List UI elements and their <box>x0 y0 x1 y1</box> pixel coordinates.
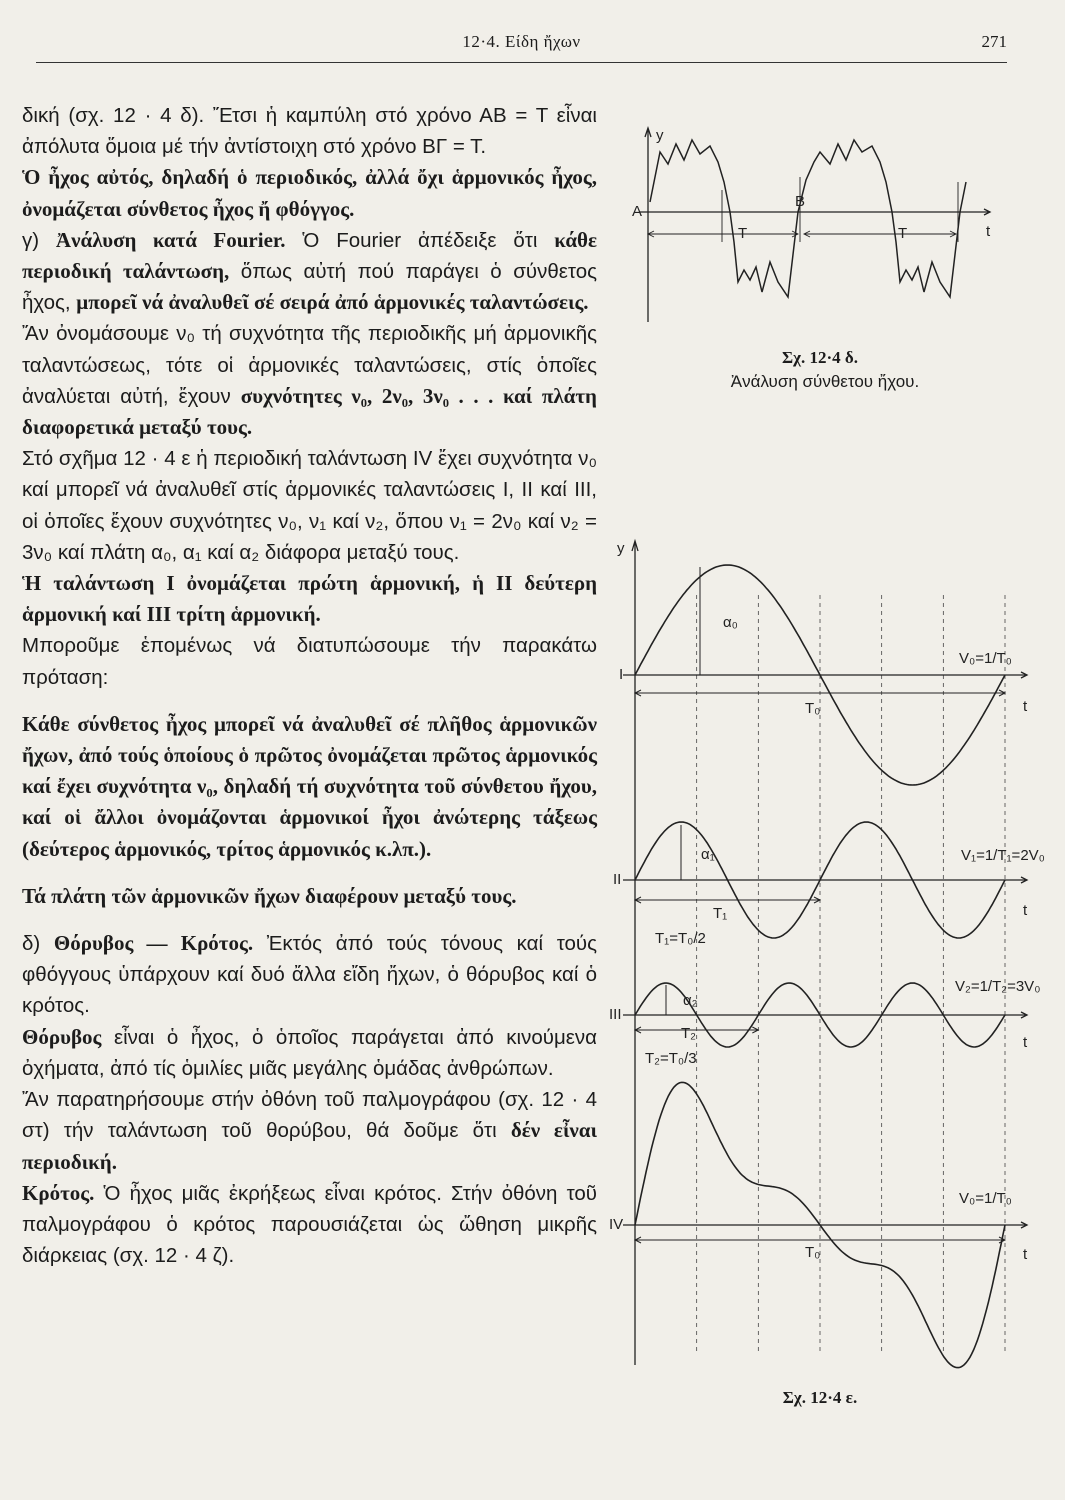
bold-run: μπορεῖ νά ἀναλυθεῖ σέ σειρά ἀπό ἁρμονικές ταλαντώσεις. <box>76 290 589 315</box>
complex-wave <box>650 140 966 297</box>
text-run: Ἄν παρατηρήσουμε στήν ὀθόνη τοῦ παλμογράφου (σχ. 12 · 4 στ) τήν ταλάντωση τοῦ θορύβου, θά δοῦμε ὅτι <box>22 1088 597 1143</box>
bold-run: Τά πλάτη τῶν ἁρμονικῶν ἤχων διαφέρουν μεταξύ τους. <box>22 883 517 908</box>
label-iv: IV <box>609 1216 624 1233</box>
bold-run: Κρότος. <box>22 1180 95 1205</box>
text-run: εἶναι ὁ ἦχος, ὁ ὁποῖος παράγεται ἀπό κινούμενα ὀχήματα, ἀπό τίς ὁμιλίες μιᾶς μεγάλης ὁμάδας ἀνθρώπων. <box>22 1025 597 1080</box>
paragraph <box>22 881 597 912</box>
label-y: y <box>617 540 625 557</box>
label-b: Β <box>795 193 806 210</box>
text-run: Ἄν ὀνομάσουμε ν₀ τή συχνότητα τῆς περιοδικῆς μή ἁρμονικῆς ταλαντώσεως, τότε οἱ ἁρμονικές ταλαντώσεις, στίς ὁποῖες ἀναλύεται αὐτή, ἔχουν <box>22 322 597 408</box>
paragraph <box>22 162 597 224</box>
bold-run: Ἀνάλυση κατά Fourier. <box>55 227 286 252</box>
section-title: 12·4. Είδη ἤχων <box>462 32 581 51</box>
page-header <box>36 28 1007 63</box>
label-a1: α₁ <box>701 846 715 863</box>
text-run: Μποροῦμε ἑπομένως νά διατυπώσουμε τήν παρακάτω πρόταση: <box>22 634 597 689</box>
label-v0b: V₀=1/T₀ <box>959 1190 1012 1207</box>
label-a0: α₀ <box>723 614 738 631</box>
label-t-4: t <box>1023 1246 1028 1263</box>
label-v2: V₂=1/T₂=3V₀ <box>955 978 1041 995</box>
label-i: I <box>619 666 624 683</box>
label-t2: T₂ <box>681 1025 696 1042</box>
text-run: ὅπως αὐτή πού παράγει ὁ σύνθετος ἦχος, <box>22 260 597 315</box>
paragraph <box>22 630 597 692</box>
text-run: Ὁ ἦχος μιᾶς ἐκρήξεως εἶναι κρότος. Στήν ὀθόνη τοῦ παλμογράφου ὁ κρότος παρουσιάζεται ὡς ὤθηση μικρῆς διάρκειας (σχ. 12 · 4 ζ). <box>22 1181 597 1268</box>
text-run: γ) <box>22 228 56 252</box>
label-v0: V₀=1/T₀ <box>959 650 1012 667</box>
paragraph-gap <box>22 693 597 709</box>
page-number: 271 <box>981 32 1007 51</box>
paragraph <box>22 318 597 443</box>
bold-run: Ὁ ἦχος αὐτός, δηλαδή ὁ περιοδικός, ἀλλά ὄχι ἁρμονικός ἦχος, ὀνομάζεται σύνθετος ἦχος ἤ φθόγγος. <box>22 165 597 221</box>
paragraph <box>22 225 597 319</box>
figure-12-4-d <box>620 122 1000 327</box>
label-t0b: T₀ <box>805 1244 821 1261</box>
paragraph <box>22 443 597 568</box>
paragraph <box>22 1178 597 1272</box>
label-iii: III <box>609 1006 622 1023</box>
bold-run: Κάθε σύνθετος ἦχος μπορεῖ νά ἀναλυθεῖ σέ πλῆθος ἁρμονικῶν ἤχων, ἀπό τούς ὁποίους ὁ πρῶτος ὀνομάζεται πρῶτος ἁρμονικός καί ἔχει συχνότητα ν₀, δηλαδή τή συχνότητα τοῦ σύνθετου ἤχου, καί οἱ ἄλλοι ὀνομάζονται ἁρμονικοί ἦχοι ἀνώτερης τάξεως (δεύτερος ἁρμονικός, τρίτος ἁρμονικός κ.λπ.). <box>22 711 597 861</box>
paragraph <box>22 568 597 630</box>
label-t1: T₁ <box>713 905 728 922</box>
label-ii: II <box>613 871 622 888</box>
paragraph <box>22 928 597 1022</box>
text-run: Ἐκτός ἀπό τούς τόνους καί τούς φθόγγους ὑπάρχουν καί δυό ἄλλα εἴδη ἤχων, ὁ θόρυβος καί ὁ κρότος. <box>22 932 597 1018</box>
caption-d-text: Ἀνάλυση σύνθετου ἤχου. <box>730 372 920 391</box>
label-t-2: t <box>1023 902 1028 919</box>
bold-run: Ἡ ταλάντωση I ὀνομάζεται πρώτη ἁρμονική, ἡ II δεύτερη ἁρμονική καί III τρίτη ἁρμονική. <box>22 571 597 627</box>
paragraph <box>22 1084 597 1178</box>
figure-12-4-e <box>605 535 1055 1375</box>
label-t1: Τ <box>738 225 748 242</box>
label-a: Α <box>632 203 643 220</box>
paragraph-gap <box>22 912 597 928</box>
text-run: Ὁ Fourier ἀπέδειξε ὅτι <box>285 228 555 252</box>
label-y: y <box>656 127 664 144</box>
bold-run: Θόρυβος <box>22 1024 102 1049</box>
text-run: δ) <box>22 932 54 956</box>
text-run: δική (σχ. 12 · 4 δ). Ἔτσι ἡ καμπύλη στό χρόνο ΑΒ = Τ εἶναι ἀπόλυτα ὅμοια μέ τήν ἀντίστοιχη στό χρόνο ΒΓ = Τ. <box>22 104 597 159</box>
bold-run: συχνότητες ν₀, 2ν₀, 3ν₀ . . . καί πλάτη διαφορετικά μεταξύ τους. <box>22 383 597 440</box>
label-t: t <box>986 223 991 240</box>
label-t2: Τ <box>898 225 908 242</box>
paragraph <box>22 100 597 162</box>
label-v1: V₁=1/T₁=2V₀ <box>961 847 1045 864</box>
bold-run: δέν εἶναι περιοδική. <box>22 1118 597 1174</box>
paragraph <box>22 709 597 865</box>
label-t-1: t <box>1023 698 1028 715</box>
bold-run: κάθε περιοδική ταλάντωση, <box>22 227 597 284</box>
paragraph <box>22 1022 597 1084</box>
body-text <box>22 100 597 1271</box>
paragraph-gap <box>22 865 597 881</box>
label-t-3: t <box>1023 1034 1028 1051</box>
text-run: Στό σχῆμα 12 · 4 ε ἡ περιοδική ταλάντωση IV ἔχει συχνότητα ν₀ καί μπορεῖ νά ἀναλυθεῖ στίς ἁρμονικές ταλαντώσεις I, II καί III, οἱ ὁποῖες ἔχουν συχνότητες ν₀, ν₁ καί ν₂, ὅπου ν₁ = 2ν₀ καί ν₂ = 3ν₀ καί πλάτη α₀, α₁ καί α₂ διάφορα μεταξύ τους. <box>22 447 597 564</box>
bold-run: Θόρυβος — Κρότος. <box>53 931 254 956</box>
label-t0: T₀ <box>805 700 821 717</box>
caption-e: Σχ. 12·4 ε. <box>782 1388 858 1407</box>
caption-d-title: Σχ. 12·4 δ. <box>782 348 858 367</box>
label-a2: α₂ <box>683 992 698 1009</box>
label-t2-eq: T₂=T₀/3 <box>645 1050 697 1067</box>
label-t1-eq: T₁=T₀/2 <box>655 930 706 947</box>
